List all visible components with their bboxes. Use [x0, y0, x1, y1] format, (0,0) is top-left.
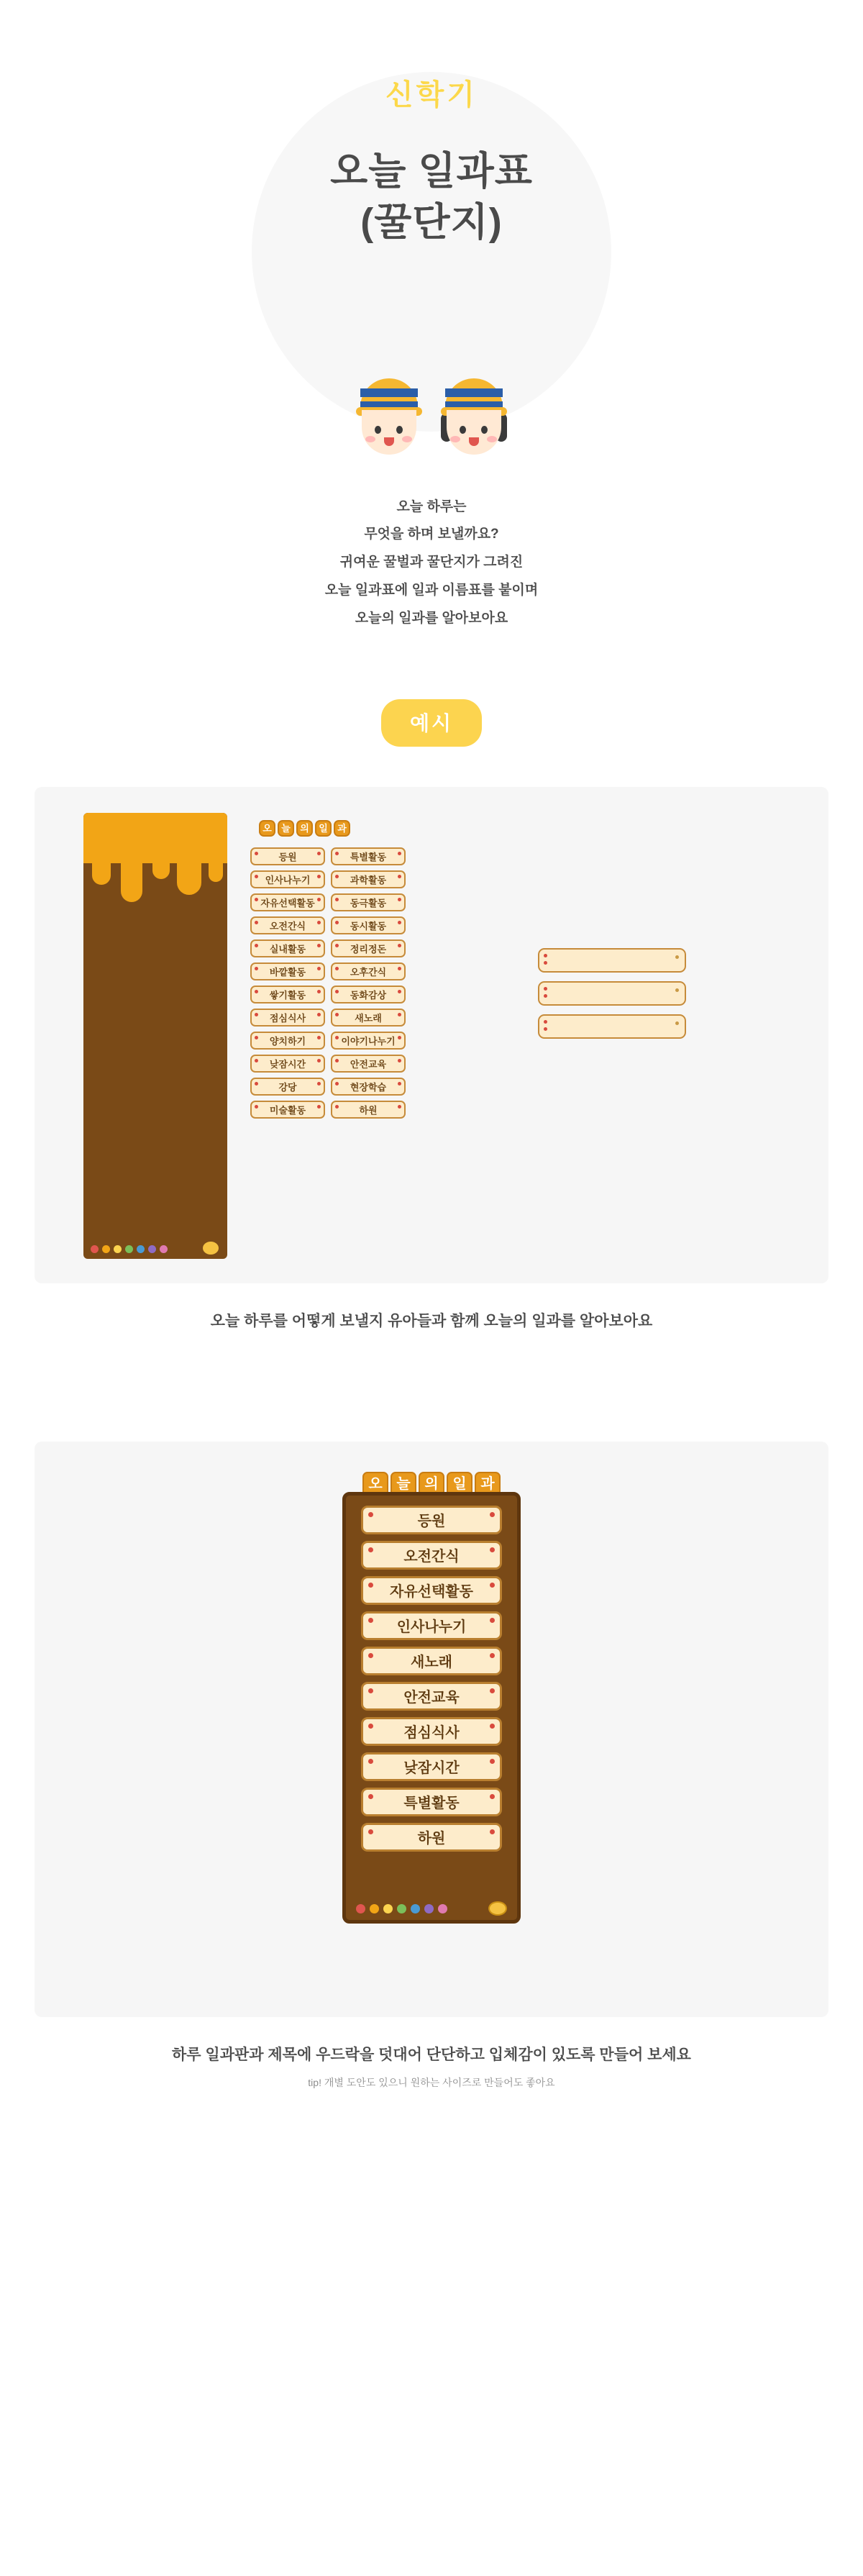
- label-column-right: [331, 847, 406, 1119]
- intro-line: 오늘 하루는: [396, 499, 467, 514]
- schedule-item-text: 자유선택활동: [390, 1584, 473, 1601]
- schedule-item[interactable]: [361, 1682, 502, 1711]
- hero-section: [0, 0, 863, 249]
- blank-label-card[interactable]: [538, 948, 686, 973]
- boy-mascot-icon: [350, 378, 428, 459]
- schedule-item[interactable]: [361, 1788, 502, 1816]
- label-column-left: [250, 847, 325, 1119]
- label-tag[interactable]: [331, 1101, 406, 1119]
- label-tag-text: 점심식사: [269, 1013, 306, 1024]
- intro-line: 귀여운 꿀벌과 꿀단지가 그려진: [339, 555, 524, 570]
- label-tag-text: 현장학습: [350, 1082, 387, 1093]
- board-dot-row: [356, 1904, 447, 1913]
- schedule-item-text: 특별활동: [403, 1796, 460, 1812]
- bee-icon: [488, 1901, 507, 1916]
- example-badge: 예시: [381, 699, 482, 747]
- label-tag-text: 동극활동: [350, 898, 387, 909]
- label-tag-text: 동화감상: [350, 990, 387, 1001]
- label-tag[interactable]: [250, 1101, 325, 1119]
- girl-mascot-icon: [435, 378, 513, 459]
- schedule-item[interactable]: [361, 1717, 502, 1746]
- bee-icon: [203, 1242, 219, 1255]
- intro-line: 오늘의 일과를 알아보아요: [355, 611, 508, 627]
- label-tag-text: 동시활동: [350, 921, 387, 932]
- schedule-item-text: 낮잠시간: [403, 1760, 460, 1777]
- schedule-item[interactable]: [361, 1576, 502, 1605]
- label-tag[interactable]: [250, 939, 325, 957]
- board-dot-row: [91, 1245, 168, 1253]
- panel-1-caption: 오늘 하루를 어떻게 보낼지 유아들과 함께 오늘의 일과를 알아보아요: [210, 1313, 653, 1330]
- title-char: 과: [475, 1472, 501, 1496]
- label-tag-text: 과학활동: [350, 875, 387, 886]
- title-char: 오: [259, 820, 275, 837]
- hero-kicker: 신학기: [385, 79, 478, 111]
- label-tag-text: 등원: [278, 852, 297, 863]
- schedule-item-text: 안전교육: [403, 1690, 460, 1706]
- schedule-item-text: 새노래: [411, 1655, 452, 1671]
- title-char: 의: [296, 820, 313, 837]
- label-tag-text: 새노래: [355, 1013, 382, 1024]
- example-badge-wrap: [0, 699, 863, 747]
- title-char: 의: [419, 1472, 444, 1496]
- intro-line: 오늘 일과표에 일과 이름표를 붙이며: [324, 583, 539, 599]
- label-tag-columns: [250, 847, 406, 1119]
- title-char: 늘: [391, 1472, 416, 1496]
- schedule-item[interactable]: [361, 1506, 502, 1534]
- label-tag[interactable]: [250, 1055, 325, 1073]
- label-tag-text: 바깥활동: [269, 967, 306, 978]
- label-tag-text: 인사나누기: [265, 875, 311, 886]
- label-tag-text: 정리정돈: [350, 944, 387, 955]
- schedule-item[interactable]: [361, 1647, 502, 1675]
- label-tag[interactable]: [331, 847, 406, 865]
- label-tag-text: 오전간식: [269, 921, 306, 932]
- title-strip-small: [259, 820, 350, 837]
- schedule-item[interactable]: [361, 1541, 502, 1570]
- schedule-item-text: 오전간식: [403, 1549, 460, 1565]
- label-tag[interactable]: [250, 962, 325, 980]
- schedule-item[interactable]: [361, 1611, 502, 1640]
- label-tag[interactable]: [331, 1032, 406, 1050]
- label-tag-text: 실내활동: [269, 944, 306, 955]
- schedule-board-wrap: [342, 1472, 521, 1924]
- label-tag[interactable]: [331, 893, 406, 911]
- label-tag-text: 오후간식: [350, 967, 387, 978]
- label-tag[interactable]: [250, 870, 325, 888]
- schedule-board: [342, 1492, 521, 1924]
- hero-background-circle: [252, 72, 611, 432]
- label-tag-text: 안전교육: [350, 1059, 387, 1070]
- title-char: 오: [362, 1472, 388, 1496]
- schedule-item-text: 하원: [417, 1831, 446, 1847]
- label-tag[interactable]: [250, 847, 325, 865]
- page-title-line-2: (꿀단지): [360, 201, 503, 245]
- label-tag-text: 하원: [359, 1105, 378, 1116]
- intro-line: 무엇을 하며 보낼까요?: [364, 527, 499, 542]
- title-char: 늘: [278, 820, 294, 837]
- blank-label-card[interactable]: [538, 981, 686, 1006]
- label-tag[interactable]: [331, 1009, 406, 1027]
- label-tag-text: 미술활동: [269, 1105, 306, 1116]
- label-tag[interactable]: [331, 939, 406, 957]
- panel-2-tip: tip! 개별 도안도 있으니 원하는 사이즈로 만들어도 좋아요: [308, 2077, 555, 2089]
- honey-drip-board: [83, 813, 227, 1259]
- label-tag[interactable]: [250, 893, 325, 911]
- title-char: 일: [447, 1472, 472, 1496]
- label-tag[interactable]: [331, 1055, 406, 1073]
- label-tag-text: 자유선택활동: [260, 898, 315, 909]
- label-tag[interactable]: [250, 986, 325, 1003]
- panel-2-caption: 하루 일과판과 제목에 우드락을 덧대어 단단하고 입체감이 있도록 만들어 보세요: [172, 2046, 691, 2063]
- label-tag[interactable]: [331, 916, 406, 934]
- blank-label-cards: [538, 948, 686, 1039]
- schedule-item[interactable]: [361, 1823, 502, 1852]
- label-tag[interactable]: [331, 1078, 406, 1096]
- label-tag[interactable]: [250, 916, 325, 934]
- label-tag-text: 쌓기활동: [269, 990, 306, 1001]
- schedule-item-text: 점심식사: [403, 1725, 460, 1742]
- example-panel-1: [35, 787, 828, 1283]
- label-tag-text: 이야기나누기: [341, 1036, 396, 1047]
- label-tag[interactable]: [250, 1032, 325, 1050]
- label-tag[interactable]: [250, 1078, 325, 1096]
- example-panel-2: [35, 1442, 828, 2017]
- label-tag-text: 양치하기: [269, 1036, 306, 1047]
- label-tag[interactable]: [331, 962, 406, 980]
- schedule-item[interactable]: [361, 1752, 502, 1781]
- label-tag[interactable]: [331, 986, 406, 1003]
- title-char: 과: [334, 820, 350, 837]
- blank-label-card[interactable]: [538, 1014, 686, 1039]
- page-title: [330, 146, 533, 249]
- schedule-item-text: 인사나누기: [396, 1619, 467, 1636]
- schedule-item-text: 등원: [417, 1514, 446, 1530]
- intro-copy: [0, 493, 863, 634]
- label-tag-text: 낮잠시간: [269, 1059, 306, 1070]
- label-tag-text: 특별활동: [350, 852, 387, 863]
- label-tag-text: 강당: [278, 1082, 297, 1093]
- page-title-line-1: 오늘 일과표: [330, 150, 533, 193]
- title-char: 일: [315, 820, 332, 837]
- label-tag[interactable]: [331, 870, 406, 888]
- label-tag[interactable]: [250, 1009, 325, 1027]
